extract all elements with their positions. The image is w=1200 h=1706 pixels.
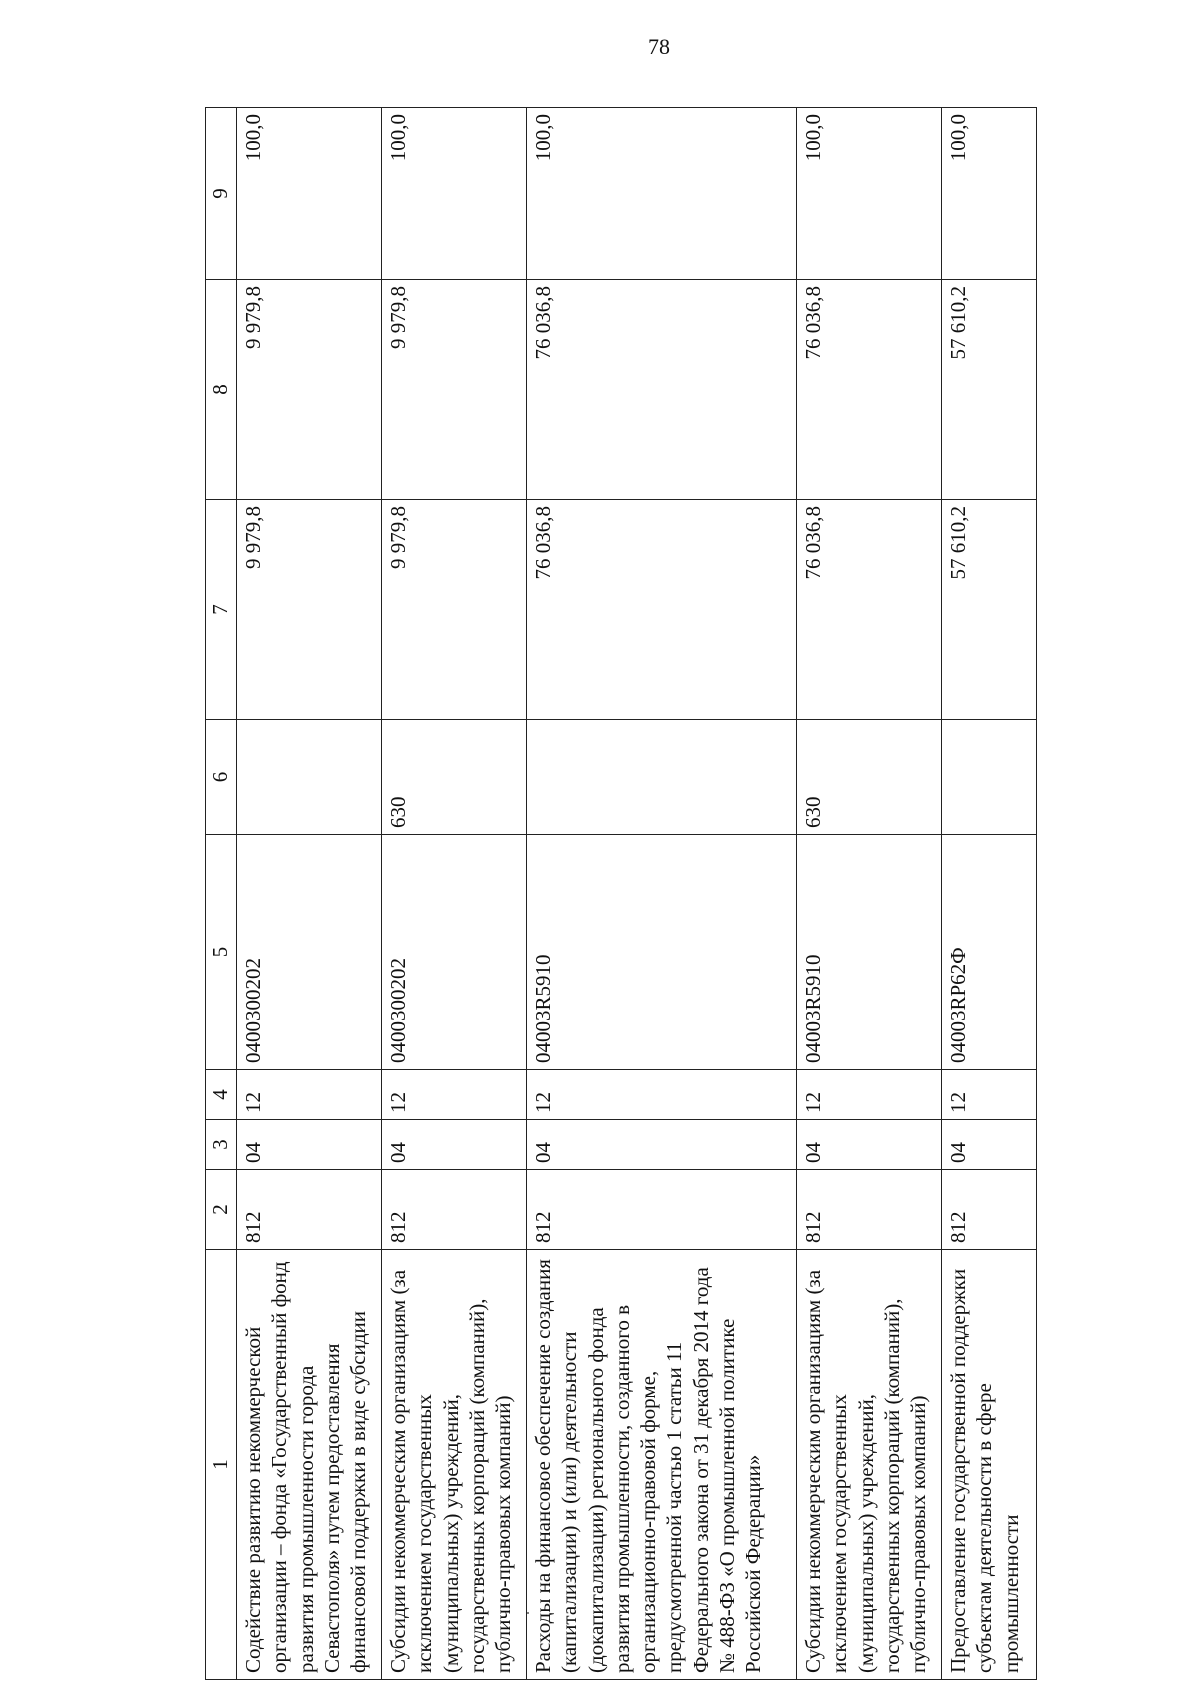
cell-percent: 100,0	[382, 108, 527, 280]
cell-subsection: 12	[797, 1070, 942, 1120]
cell-section: 04	[942, 1120, 1037, 1170]
column-header: 2	[206, 1170, 237, 1250]
cell-subsection: 12	[237, 1070, 382, 1120]
cell-target-article: 04003R5910	[527, 835, 797, 1070]
table-row	[942, 108, 1037, 1680]
cell-percent: 100,0	[797, 108, 942, 280]
cell-ministry-code: 812	[797, 1170, 942, 1250]
column-header: 3	[206, 1120, 237, 1170]
cell-amount-planned: 57 610,2	[942, 500, 1037, 720]
cell-subsection: 12	[382, 1070, 527, 1120]
cell-subsection: 12	[527, 1070, 797, 1120]
table-row	[527, 108, 797, 1680]
cell-amount-executed: 76 036,8	[797, 280, 942, 500]
cell-target-article: 04003RP62Ф	[942, 835, 1037, 1070]
column-header: 4	[206, 1070, 237, 1120]
table-row	[382, 108, 527, 1680]
cell-ministry-code: 812	[527, 1170, 797, 1250]
rotated-table-container	[205, 108, 1035, 1680]
cell-percent: 100,0	[527, 108, 797, 280]
cell-expense-type: 630	[382, 720, 527, 835]
cell-target-article: 0400300202	[237, 835, 382, 1070]
cell-expense-type	[527, 720, 797, 835]
scan-speck	[527, 1612, 529, 1614]
table-row	[237, 108, 382, 1680]
column-header: 8	[206, 280, 237, 500]
cell-section: 04	[797, 1120, 942, 1170]
column-header: 6	[206, 720, 237, 835]
cell-amount-planned: 76 036,8	[797, 500, 942, 720]
cell-amount-executed: 9 979,8	[237, 280, 382, 500]
cell-amount-executed: 57 610,2	[942, 280, 1037, 500]
cell-target-article: 0400300202	[382, 835, 527, 1070]
cell-amount-planned: 76 036,8	[527, 500, 797, 720]
column-header: 7	[206, 500, 237, 720]
table-row	[797, 108, 942, 1680]
cell-ministry-code: 812	[237, 1170, 382, 1250]
table-header-row	[206, 108, 237, 1680]
cell-percent: 100,0	[237, 108, 382, 280]
cell-amount-executed: 76 036,8	[527, 280, 797, 500]
cell-subsection: 12	[942, 1070, 1037, 1120]
column-header: 9	[206, 108, 237, 280]
cell-amount-planned: 9 979,8	[237, 500, 382, 720]
budget-table	[205, 107, 1037, 1680]
column-header: 5	[206, 835, 237, 1070]
row-description: Субсидии некоммерческим организациям (за исключением государственных (муниципальных) учреждений, государственных корпораций (компаний), публично-правовых компаний)	[382, 1250, 527, 1680]
cell-percent: 100,0	[942, 108, 1037, 280]
row-description: Расходы на финансовое обеспечение создания (капитализации) и (или) деятельности (докапитализации) регионального фонда развития промышленности, созданного в организационно-правовой форме, предусмотренной частью 1 статьи 11 Федерального закона от 31 декабря 2014 года № 488-ФЗ «О промышленной политике Российской Федерации»	[527, 1250, 797, 1680]
cell-ministry-code: 812	[382, 1170, 527, 1250]
page-number: 78	[648, 34, 670, 59]
cell-expense-type	[942, 720, 1037, 835]
cell-target-article: 04003R5910	[797, 835, 942, 1070]
cell-section: 04	[382, 1120, 527, 1170]
cell-expense-type	[237, 720, 382, 835]
cell-expense-type: 630	[797, 720, 942, 835]
cell-ministry-code: 812	[942, 1170, 1037, 1250]
cell-section: 04	[237, 1120, 382, 1170]
cell-amount-executed: 9 979,8	[382, 280, 527, 500]
row-description: Субсидии некоммерческим организациям (за исключением государственных (муниципальных) учреждений, государственных корпораций (компаний), публично-правовых компаний)	[797, 1250, 942, 1680]
column-header: 1	[206, 1250, 237, 1680]
row-description: Содействие развитию некоммерческой организации – фонда «Государственный фонд развития промышленности города Севастополя» путем предоставления финансовой поддержки в виде субсидии	[237, 1250, 382, 1680]
row-description: Предоставление государственной поддержки субъектам деятельности в сфере промышленности	[942, 1250, 1037, 1680]
cell-amount-planned: 9 979,8	[382, 500, 527, 720]
cell-section: 04	[527, 1120, 797, 1170]
